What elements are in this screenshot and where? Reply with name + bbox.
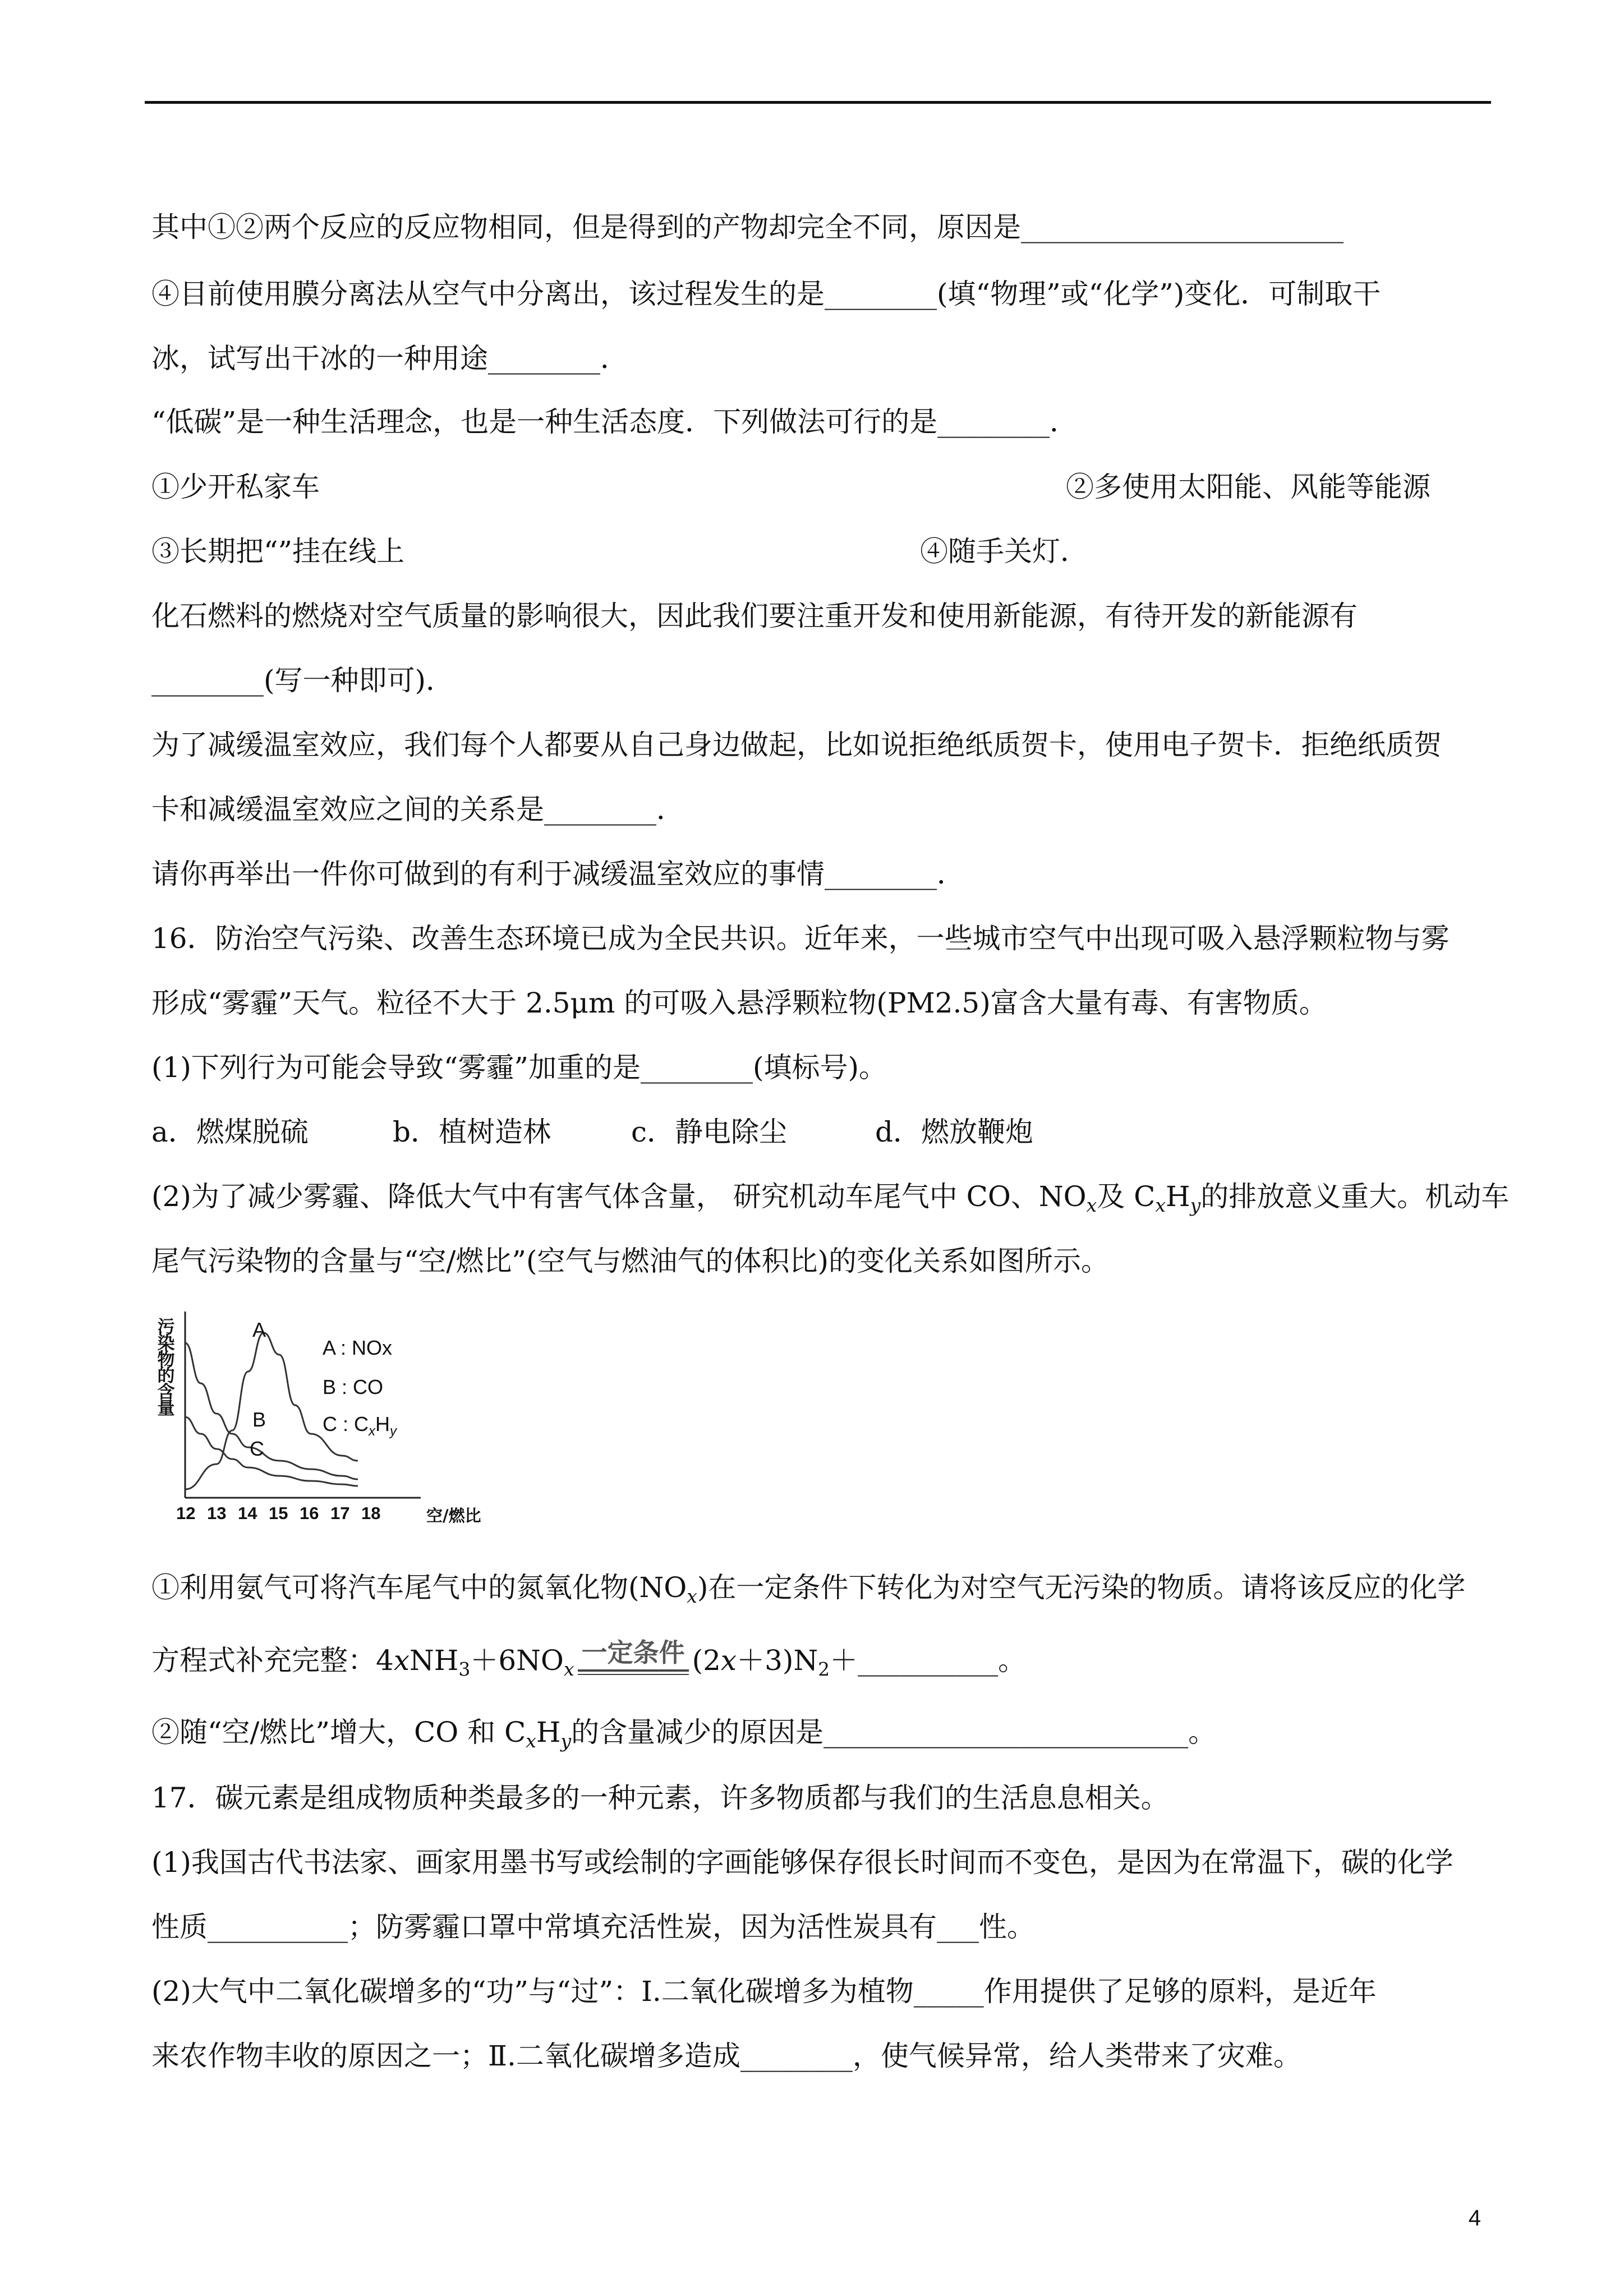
equation-line: 方程式补充完整：$4xNH_3+6NO_x$ 一定条件 $(2x+3)N_2+\_\_\_\_\_\_\_\_\_\_$。: [151, 1637, 1027, 1680]
y-label-char: 物: [157, 1350, 175, 1370]
option-line: ②多使用太阳能、风能等能源: [1066, 471, 1430, 503]
text-line: ________(写一种即可)．: [151, 664, 454, 697]
y-label-char: 含: [157, 1382, 175, 1402]
text-line: (2)大气中二氧化碳增多的“功”与“过”：Ⅰ.二氧化碳增多为植物_____作用提供了足够的原料，是近年: [151, 1975, 1377, 2008]
x-tick-label: 18: [361, 1503, 381, 1523]
header-rule: [145, 101, 1491, 104]
x-tick-label: 16: [300, 1503, 319, 1523]
legend-b: B : CO: [323, 1375, 384, 1398]
text-line: ④目前使用膜分离法从空气中分离出，该过程发生的是________(填“物理”或“化学”)变化．可制取干: [151, 278, 1381, 310]
curve-label-b: B: [252, 1408, 266, 1431]
text-line: “低碳”是一种生活理念，也是一种生活态度．下列做法可行的是________．: [151, 406, 1078, 438]
option-a: a．燃煤脱硫: [151, 1116, 309, 1148]
page-number: 4: [1468, 2206, 1481, 2230]
text-line: 冰，试写出干冰的一种用途________．: [151, 342, 628, 375]
x-tick-label: 12: [176, 1503, 196, 1523]
text-line: (1)下列行为可能会导致“雾霾”加重的是________(填标号)。: [151, 1051, 887, 1084]
question-16-stem: 16．防治空气污染、改善生态环境已成为全民共识。近年来，一些城市空气中出现可吸入悬浮颗粒物与雾: [151, 922, 1450, 955]
text-line: (1)我国古代书法家、画家用墨书写或绘制的字画能够保存很长时间而不变色，是因为在常温下，碳的化学: [151, 1846, 1453, 1879]
reaction-condition-arrow: 一定条件: [574, 1644, 692, 1677]
y-label-char: 量: [157, 1398, 175, 1419]
x-tick-label: 14: [238, 1503, 257, 1523]
legend-a: A : NOx: [323, 1336, 393, 1359]
series-line-b: [185, 1343, 358, 1479]
text-line: 来农作物丰收的原因之一；Ⅱ.二氧化碳增多造成________，使气候异常，给人类带来了灾难。: [151, 2040, 1301, 2072]
chart-x-label: 空/燃比: [426, 1506, 481, 1525]
text-line: ①利用氨气可将汽车尾气中的氮氧化物$(NO_x)$在一定条件下转化为对空气无污染的物质。请将该反应的化学: [151, 1571, 1466, 1607]
pollutant-chart: [151, 1307, 481, 1526]
text-line: ②随“空/燃比”增大，CO 和 $C_xH_y$的含量减少的原因是__________________________。: [151, 1716, 1217, 1752]
x-tick-label: 15: [269, 1503, 288, 1523]
text-line: 尾气污染物的含量与“空/燃比”(空气与燃油气的体积比)的变化关系如图所示。: [151, 1245, 1109, 1277]
text-line: 卡和减缓温室效应之间的关系是________．: [151, 793, 684, 826]
option-c: c．静电除尘: [631, 1116, 788, 1148]
text-line: 形成“雾霾”天气。粒径不大于 2.5μm 的可吸入悬浮颗粒物(PM2.5)富含大量有毒、有害物质。: [151, 987, 1327, 1019]
chart-y-label: [155, 1319, 177, 1417]
x-tick-label: 17: [330, 1503, 350, 1523]
option-line: ④随手关灯．: [920, 535, 1088, 568]
option-line: ①少开私家车: [151, 471, 320, 503]
x-tick-label: 13: [207, 1503, 227, 1523]
text-line: 为了减缓温室效应，我们每个人都要从自己身边做起，比如说拒绝纸质贺卡，使用电子贺卡．拒绝纸质贺: [151, 729, 1442, 761]
text-line: 其中①②两个反应的反应物相同，但是得到的产物却完全不同，原因是_______________________: [151, 211, 1344, 243]
curve-label-a: A: [252, 1318, 266, 1341]
text-line: 请你再举出一件你可做到的有利于减缓温室效应的事情________．: [151, 858, 965, 890]
question-17-stem: 17．碳元素是组成物质种类最多的一种元素，许多物质都与我们的生活息息相关。: [151, 1782, 1169, 1814]
text-line: 性质__________；防雾霾口罩中常填充活性炭，因为活性炭具有___性。: [151, 1911, 1035, 1943]
chart-plot: [151, 1307, 477, 1526]
y-label-char: 污: [157, 1317, 175, 1337]
option-b: b．植树造林: [393, 1116, 551, 1148]
text-line: (2)为了减少雾霾、降低大气中有害气体含量， 研究机动车尾气中 CO、$NO_x$及 $C_xH_y$的排放意义重大。机动车: [151, 1180, 1510, 1216]
y-label-char: 染: [157, 1333, 175, 1354]
option-d: d．燃放鞭炮: [875, 1116, 1034, 1148]
option-line: ③长期把“”挂在线上: [151, 535, 405, 568]
text-line: 化石燃料的燃烧对空气质量的影响很大，因此我们要注重开发和使用新能源，有待开发的新能源有: [151, 600, 1358, 632]
y-label-char: 的: [157, 1366, 175, 1386]
curve-label-c: C: [250, 1437, 264, 1460]
legend-c: C : $C_xH_y$: [323, 1412, 397, 1439]
